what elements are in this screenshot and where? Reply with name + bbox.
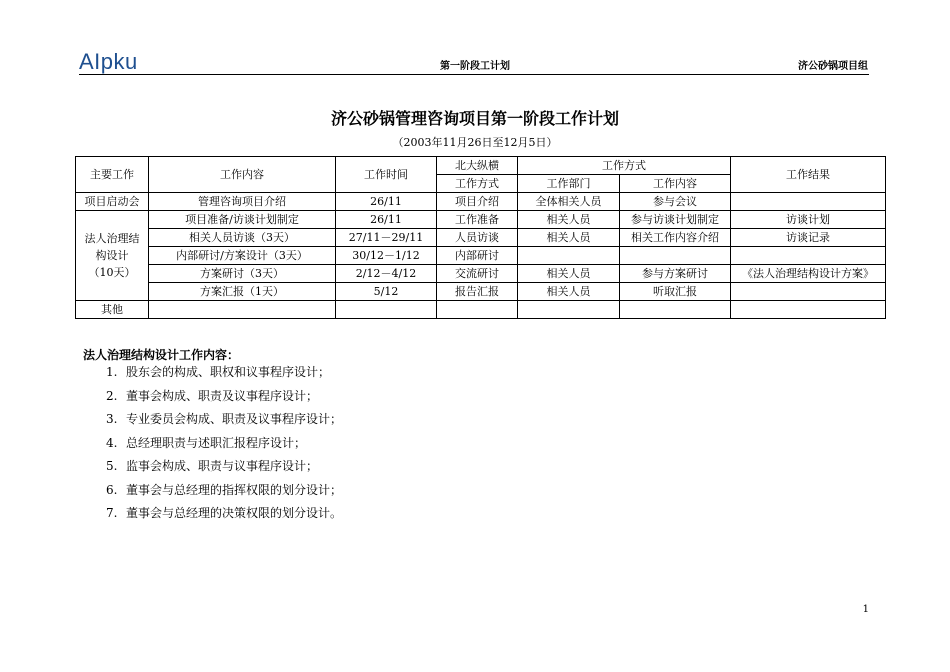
header-time: 工作时间	[336, 157, 437, 193]
document-subtitle: （2003年11月26日至12月5日）	[392, 136, 558, 149]
list-item	[106, 432, 342, 456]
item-number: 1.	[106, 365, 118, 379]
group-label-line3: （10天）	[88, 266, 136, 279]
header-content: 工作内容	[149, 157, 336, 193]
header-work-content: 工作内容	[620, 175, 731, 193]
table-header-row	[76, 157, 886, 175]
cell-time: 30/12－1/12	[336, 247, 437, 265]
logo-text: AIpku	[79, 49, 138, 74]
cell-result: 访谈记录	[731, 229, 886, 247]
cell-bdzh: 人员访谈	[437, 229, 518, 247]
item-text: 专业委员会构成、职责及议事程序设计；	[126, 412, 343, 426]
cell-group-label	[76, 211, 149, 301]
cell-dept: 相关人员	[518, 265, 620, 283]
list-item	[106, 455, 342, 479]
cell-empty	[149, 301, 336, 319]
section-title: 法人治理结构设计工作内容：	[83, 348, 240, 362]
header-result: 工作结果	[731, 157, 886, 193]
cell-result: 访谈计划	[731, 211, 886, 229]
cell-dept: 相关人员	[518, 283, 620, 301]
cell-time: 5/12	[336, 283, 437, 301]
cell-time: 26/11	[336, 193, 437, 211]
cell-result	[731, 193, 886, 211]
header-dept: 工作部门	[518, 175, 620, 193]
cell-work-content: 相关工作内容介绍	[620, 229, 731, 247]
item-number: 7.	[106, 506, 118, 520]
header-bdzh-line2: 工作方式	[437, 175, 518, 193]
cell-work-content: 参与会议	[620, 193, 731, 211]
cell-result	[731, 283, 886, 301]
cell-result	[731, 247, 886, 265]
header-bdzh-line1: 北大纵横	[437, 157, 518, 175]
cell-empty	[336, 301, 437, 319]
item-text: 股东会的构成、职权和议事程序设计；	[126, 365, 331, 379]
work-plan-table	[75, 156, 886, 319]
cell-content: 项目准备/访谈计划制定	[149, 211, 336, 229]
cell-empty	[731, 301, 886, 319]
cell-work-content	[620, 247, 731, 265]
cell-bdzh: 项目介绍	[437, 193, 518, 211]
group-label-line2: 构设计	[95, 249, 129, 262]
item-text: 董事会与总经理的指挥权限的划分设计；	[126, 482, 343, 497]
cell-dept: 相关人员	[518, 229, 620, 247]
item-number: 4.	[106, 435, 118, 450]
cell-time: 27/11－29/11	[336, 229, 437, 247]
cell-dept: 全体相关人员	[518, 193, 620, 211]
cell-work-content: 参与访谈计划制定	[620, 211, 731, 229]
cell-empty	[437, 301, 518, 319]
item-text: 总经理职责与述职汇报程序设计；	[126, 435, 307, 450]
cell-content: 相关人员访谈（3天）	[149, 229, 336, 247]
cell-time: 26/11	[336, 211, 437, 229]
list-item	[106, 502, 342, 526]
list-item	[106, 385, 342, 409]
cell-work-content: 参与方案研讨	[620, 265, 731, 283]
header-divider	[79, 74, 869, 75]
cell-empty	[518, 301, 620, 319]
cell-content: 内部研讨/方案设计（3天）	[149, 247, 336, 265]
cell-content: 方案汇报（1天）	[149, 283, 336, 301]
list-item	[106, 361, 342, 385]
cell-bdzh: 内部研讨	[437, 247, 518, 265]
header-center-title: 第一阶段工计划	[440, 61, 510, 72]
cell-bdzh: 交流研讨	[437, 265, 518, 283]
table-row	[76, 301, 886, 319]
list-item	[106, 479, 342, 503]
header-method: 工作方式	[518, 157, 731, 175]
cell-other: 其他	[76, 301, 149, 319]
cell-work-content: 听取汇报	[620, 283, 731, 301]
cell-dept	[518, 247, 620, 265]
item-text: 董事会与总经理的决策权限的划分设计。	[126, 506, 343, 520]
cell-content: 方案研讨（3天）	[149, 265, 336, 283]
item-text: 董事会构成、职责及议事程序设计；	[126, 388, 319, 403]
table-row	[76, 193, 886, 211]
cell-dept: 相关人员	[518, 211, 620, 229]
table-row	[76, 283, 886, 301]
list-item	[106, 408, 342, 432]
cell-bdzh: 工作准备	[437, 211, 518, 229]
table-row	[76, 211, 886, 229]
item-text: 监事会构成、职责与议事程序设计；	[126, 459, 319, 473]
cell-empty	[620, 301, 731, 319]
group-label-line1: 法人治理结	[84, 232, 140, 245]
work-items-list	[106, 361, 342, 526]
table-row	[76, 229, 886, 247]
table-row	[76, 265, 886, 283]
item-number: 5.	[106, 459, 118, 473]
item-number: 2.	[106, 388, 118, 403]
header-right-team: 济公砂锅项目组	[798, 61, 868, 72]
cell-main: 项目启动会	[76, 193, 149, 211]
cell-content: 管理咨询项目介绍	[149, 193, 336, 211]
cell-time: 2/12－4/12	[336, 265, 437, 283]
cell-result: 《法人治理结构设计方案》	[731, 265, 886, 283]
header-main-work: 主要工作	[76, 157, 149, 193]
page-number: 1	[862, 604, 869, 615]
table-row	[76, 247, 886, 265]
document-title: 济公砂锅管理咨询项目第一阶段工作计划	[330, 109, 619, 128]
cell-bdzh: 报告汇报	[437, 283, 518, 301]
item-number: 3.	[106, 412, 118, 426]
item-number: 6.	[106, 482, 118, 497]
